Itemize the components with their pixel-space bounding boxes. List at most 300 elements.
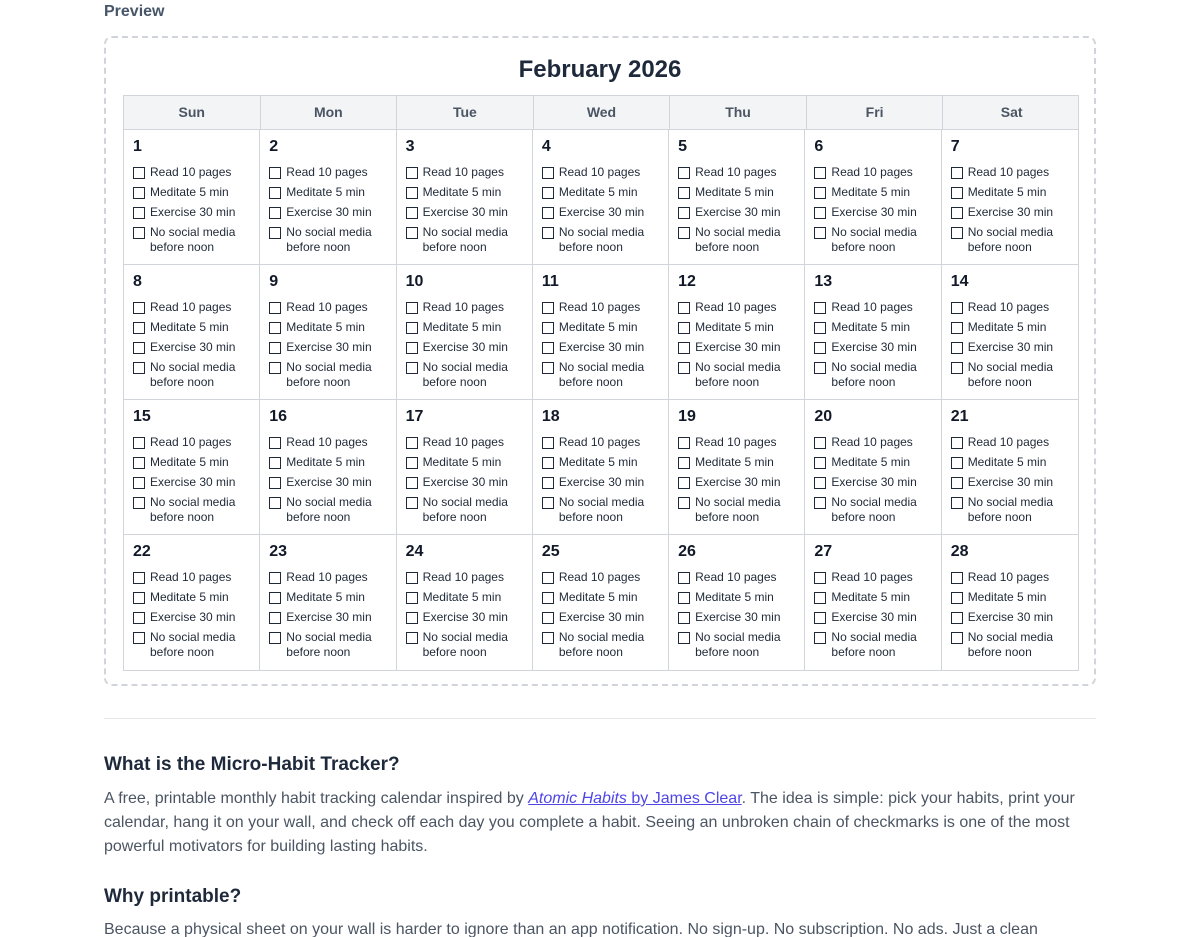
habit-checkbox[interactable]: [133, 362, 145, 374]
habit-label: Exercise 30 min: [422, 340, 508, 354]
habit-checkbox[interactable]: [814, 227, 826, 239]
day-number: 27: [814, 543, 833, 560]
habit-item: [678, 185, 804, 200]
habit-checkbox[interactable]: [269, 572, 281, 584]
habit-label: Exercise 30 min: [831, 610, 917, 624]
day-number: 28: [950, 543, 969, 560]
habit-checkbox[interactable]: [269, 207, 281, 219]
habit-item: [814, 165, 940, 180]
habit-label: Exercise 30 min: [150, 610, 236, 624]
habit-checkbox[interactable]: [814, 477, 826, 489]
habit-item: [814, 495, 940, 525]
habit-checkbox[interactable]: [678, 362, 690, 374]
habit-checkbox[interactable]: [133, 497, 145, 509]
habit-item: [406, 165, 532, 180]
habit-checkbox[interactable]: [814, 207, 826, 219]
day-number: 5: [678, 138, 688, 155]
habit-item: [542, 495, 668, 525]
habit-item: [269, 435, 395, 450]
habit-checkbox[interactable]: [814, 457, 826, 469]
habit-checkbox[interactable]: [133, 437, 145, 449]
weekday-label: Mon: [261, 96, 398, 129]
habit-label: Exercise 30 min: [422, 475, 508, 489]
habit-checkbox[interactable]: [678, 207, 690, 219]
calendar-day: [397, 400, 533, 534]
habit-checkbox[interactable]: [678, 457, 690, 469]
habit-label: No social media before noon: [150, 495, 236, 524]
habit-checkbox[interactable]: [678, 167, 690, 179]
habit-label: No social media before noon: [831, 360, 917, 389]
habit-checkbox[interactable]: [542, 632, 554, 644]
habit-label: Read 10 pages: [286, 435, 368, 449]
habit-checkbox[interactable]: [814, 592, 826, 604]
habit-checkbox[interactable]: [133, 612, 145, 624]
habit-label: Read 10 pages: [967, 300, 1050, 314]
habit-checkbox[interactable]: [814, 302, 826, 314]
day-number: 9: [269, 273, 279, 290]
habit-checkbox[interactable]: [542, 342, 554, 354]
habit-item: [269, 570, 395, 585]
habit-label: No social media before noon: [558, 495, 645, 524]
about-intro-before: A free, printable monthly habit tracking calendar inspired by: [104, 790, 529, 807]
habit-label: Meditate 5 min: [831, 455, 911, 469]
habit-item: [269, 165, 395, 180]
habit-checkbox[interactable]: [406, 477, 418, 489]
habit-label: Read 10 pages: [422, 435, 504, 449]
habit-label: Exercise 30 min: [695, 610, 781, 624]
habit-item: [951, 205, 1078, 220]
habit-label: Exercise 30 min: [286, 205, 372, 219]
habit-checkbox[interactable]: [678, 187, 690, 199]
habit-checkbox[interactable]: [133, 322, 145, 334]
book-author: by James Clear: [626, 790, 742, 807]
habit-item: [814, 590, 940, 605]
habit-checkbox[interactable]: [133, 227, 145, 239]
habit-checkbox[interactable]: [269, 437, 281, 449]
habit-item: [951, 630, 1078, 660]
habit-label: Meditate 5 min: [967, 185, 1047, 199]
habit-checkbox[interactable]: [814, 497, 826, 509]
preview-label: Preview: [104, 3, 165, 20]
habit-checkbox[interactable]: [269, 477, 281, 489]
habit-checkbox[interactable]: [406, 187, 418, 199]
habit-item: [814, 435, 940, 450]
habit-checkbox[interactable]: [133, 572, 145, 584]
habit-checkbox[interactable]: [406, 342, 418, 354]
habit-label: No social media before noon: [695, 630, 781, 659]
habit-checkbox[interactable]: [406, 167, 418, 179]
habit-item: [678, 455, 804, 470]
habit-checkbox[interactable]: [951, 437, 963, 449]
habit-checkbox[interactable]: [542, 612, 554, 624]
habit-checkbox[interactable]: [814, 187, 826, 199]
habit-label: Read 10 pages: [558, 435, 641, 449]
habit-item: [678, 630, 804, 660]
habit-label: Meditate 5 min: [558, 320, 638, 334]
habit-checkbox[interactable]: [951, 207, 963, 219]
habit-checkbox[interactable]: [678, 612, 690, 624]
calendar-day: [124, 265, 260, 399]
calendar-day: [669, 535, 805, 670]
habit-label: Read 10 pages: [286, 165, 368, 179]
habit-item: [542, 630, 668, 660]
habit-label: No social media before noon: [286, 225, 372, 254]
habit-checkbox[interactable]: [678, 227, 690, 239]
habit-label: Meditate 5 min: [695, 455, 774, 469]
habit-item: [951, 435, 1078, 450]
habit-checkbox[interactable]: [814, 612, 826, 624]
habit-checkbox[interactable]: [814, 342, 826, 354]
habit-item: [542, 300, 668, 315]
calendar-day: [260, 130, 396, 264]
habit-checkbox[interactable]: [542, 322, 554, 334]
habit-checkbox[interactable]: [133, 457, 145, 469]
habit-item: [269, 590, 395, 605]
about-paragraph: [104, 787, 1096, 859]
habit-checkbox[interactable]: [269, 342, 281, 354]
habit-item: [133, 570, 259, 585]
habit-label: Meditate 5 min: [695, 590, 774, 604]
habit-checkbox[interactable]: [678, 477, 690, 489]
habit-label: Meditate 5 min: [286, 590, 365, 604]
habit-item: [951, 185, 1078, 200]
habit-checkbox[interactable]: [406, 592, 418, 604]
habit-item: [542, 340, 668, 355]
habit-item: [814, 185, 940, 200]
habit-label: Read 10 pages: [831, 165, 913, 179]
habit-item: [678, 570, 804, 585]
habit-checkbox[interactable]: [406, 632, 418, 644]
habit-checkbox[interactable]: [406, 207, 418, 219]
habit-checkbox[interactable]: [678, 302, 690, 314]
habit-item: [951, 570, 1078, 585]
habit-item: [814, 610, 940, 625]
habit-label: Read 10 pages: [695, 570, 777, 584]
habit-label: Exercise 30 min: [831, 340, 917, 354]
habit-label: Meditate 5 min: [967, 455, 1047, 469]
habit-checkbox[interactable]: [133, 167, 145, 179]
habit-checkbox[interactable]: [133, 302, 145, 314]
habit-item: [814, 570, 940, 585]
habit-checkbox[interactable]: [269, 612, 281, 624]
calendar-day: [260, 535, 396, 670]
habit-checkbox[interactable]: [406, 572, 418, 584]
habit-label: Meditate 5 min: [422, 455, 502, 469]
habit-checkbox[interactable]: [951, 632, 963, 644]
habit-checkbox[interactable]: [951, 497, 963, 509]
habit-checkbox[interactable]: [542, 187, 554, 199]
habit-label: Read 10 pages: [286, 300, 368, 314]
about-intro-after: . The idea is simple: pick your habits, print your calendar, hang it on your wall, and check off each day you complete a habit. Seeing an unbroken chain of checkmarks is one of the most powerful motivators for building lasting habits.: [104, 790, 1075, 855]
day-number: 1: [133, 138, 142, 155]
habit-checkbox[interactable]: [406, 302, 418, 314]
habit-item: [814, 475, 940, 490]
habit-label: Read 10 pages: [422, 570, 504, 584]
calendar-day: [805, 265, 941, 399]
habit-item: [542, 475, 668, 490]
habit-item: [406, 205, 532, 220]
calendar-day: [124, 400, 260, 534]
habit-item: [133, 455, 259, 470]
habit-label: Exercise 30 min: [150, 340, 236, 354]
habit-label: Read 10 pages: [831, 570, 913, 584]
habit-checkbox[interactable]: [269, 227, 281, 239]
habit-checkbox[interactable]: [133, 632, 145, 644]
habit-checkbox[interactable]: [269, 497, 281, 509]
habit-label: Exercise 30 min: [422, 205, 508, 219]
habit-item: [814, 225, 940, 255]
day-number: 26: [678, 543, 696, 560]
section-divider: [104, 718, 1096, 719]
habit-checkbox[interactable]: [814, 572, 826, 584]
habit-item: [406, 590, 532, 605]
habit-item: [269, 225, 395, 255]
habit-label: Exercise 30 min: [286, 340, 372, 354]
habit-item: [406, 570, 532, 585]
habit-checkbox[interactable]: [814, 632, 826, 644]
habit-label: Exercise 30 min: [286, 475, 372, 489]
habit-checkbox[interactable]: [269, 302, 281, 314]
habit-checkbox[interactable]: [814, 167, 826, 179]
habit-checkbox[interactable]: [542, 497, 554, 509]
habit-item: [951, 475, 1078, 490]
day-number: 20: [814, 408, 833, 425]
calendar-day: [533, 400, 669, 534]
habit-label: Exercise 30 min: [695, 475, 781, 489]
habit-checkbox[interactable]: [542, 207, 554, 219]
habit-item: [951, 300, 1078, 315]
habit-checkbox[interactable]: [269, 362, 281, 374]
habit-checkbox[interactable]: [406, 457, 418, 469]
habit-item: [814, 205, 940, 220]
day-number: 25: [541, 543, 560, 560]
habit-label: Exercise 30 min: [831, 475, 917, 489]
day-number: 2: [269, 138, 279, 155]
habit-item: [542, 320, 668, 335]
calendar-day: [533, 130, 669, 264]
habit-label: No social media before noon: [967, 225, 1054, 254]
day-number: 16: [269, 408, 288, 425]
habit-checkbox[interactable]: [542, 457, 554, 469]
calendar-day: [533, 535, 669, 670]
habit-label: Meditate 5 min: [831, 590, 911, 604]
habit-label: No social media before noon: [150, 360, 236, 389]
habit-checkbox[interactable]: [269, 167, 281, 179]
habit-item: [269, 320, 395, 335]
habit-checkbox[interactable]: [951, 187, 963, 199]
habit-label: Exercise 30 min: [967, 340, 1054, 354]
calendar-day: [124, 130, 260, 264]
habit-checkbox[interactable]: [951, 322, 963, 334]
habit-item: [269, 455, 395, 470]
habit-label: No social media before noon: [422, 630, 508, 659]
calendar-day: [397, 535, 533, 670]
habit-checkbox[interactable]: [269, 322, 281, 334]
habit-checkbox[interactable]: [133, 592, 145, 604]
calendar-grid: [123, 95, 1079, 671]
habit-checkbox[interactable]: [951, 167, 963, 179]
calendar-day: [805, 130, 941, 264]
habit-item: [814, 340, 940, 355]
habit-checkbox[interactable]: [269, 592, 281, 604]
habit-item: [678, 435, 804, 450]
habit-checkbox[interactable]: [814, 362, 826, 374]
habit-item: [269, 475, 395, 490]
calendar-title: February 2026: [518, 56, 682, 83]
habit-item: [406, 225, 532, 255]
habit-label: Read 10 pages: [695, 165, 777, 179]
habit-checkbox[interactable]: [406, 612, 418, 624]
habit-checkbox[interactable]: [542, 302, 554, 314]
day-number: 6: [814, 138, 824, 155]
habit-checkbox[interactable]: [678, 632, 690, 644]
habit-item: [406, 455, 532, 470]
habit-item: [133, 165, 259, 180]
habit-checkbox[interactable]: [542, 437, 554, 449]
habit-checkbox[interactable]: [951, 457, 963, 469]
habit-checkbox[interactable]: [951, 362, 963, 374]
habit-item: [542, 455, 668, 470]
habit-label: No social media before noon: [150, 630, 236, 659]
habit-checkbox[interactable]: [951, 612, 963, 624]
habit-label: Read 10 pages: [831, 435, 913, 449]
habit-label: No social media before noon: [286, 360, 372, 389]
weekday-label: Sun: [124, 96, 261, 129]
habit-item: [133, 590, 259, 605]
habit-label: No social media before noon: [150, 225, 236, 254]
habit-label: Read 10 pages: [967, 435, 1050, 449]
habit-checkbox[interactable]: [951, 342, 963, 354]
habit-checkbox[interactable]: [133, 207, 145, 219]
habit-item: [542, 610, 668, 625]
habit-checkbox[interactable]: [951, 572, 963, 584]
habit-item: [951, 590, 1078, 605]
habit-checkbox[interactable]: [542, 592, 554, 604]
atomic-habits-link[interactable]: [528, 790, 741, 807]
habit-item: [678, 165, 804, 180]
habit-label: Exercise 30 min: [558, 475, 645, 489]
habit-label: Meditate 5 min: [558, 455, 638, 469]
habit-checkbox[interactable]: [678, 437, 690, 449]
habit-item: [542, 435, 668, 450]
habit-checkbox[interactable]: [269, 632, 281, 644]
habit-checkbox[interactable]: [406, 437, 418, 449]
habit-checkbox[interactable]: [406, 362, 418, 374]
day-number: 22: [133, 543, 151, 560]
habit-checkbox[interactable]: [678, 342, 690, 354]
habit-checkbox[interactable]: [133, 342, 145, 354]
habit-item: [542, 185, 668, 200]
habit-checkbox[interactable]: [406, 322, 418, 334]
habit-item: [269, 300, 395, 315]
habit-checkbox[interactable]: [951, 477, 963, 489]
habit-checkbox[interactable]: [678, 572, 690, 584]
habit-label: Read 10 pages: [558, 165, 641, 179]
habit-label: No social media before noon: [286, 495, 372, 524]
habit-item: [406, 435, 532, 450]
habit-item: [406, 340, 532, 355]
habit-item: [814, 300, 940, 315]
calendar-day: [260, 400, 396, 534]
habit-item: [133, 495, 259, 525]
day-number: 10: [405, 273, 424, 290]
habit-checkbox[interactable]: [406, 497, 418, 509]
habit-label: Meditate 5 min: [695, 320, 774, 334]
habit-item: [133, 225, 259, 255]
habit-checkbox[interactable]: [542, 227, 554, 239]
habit-checkbox[interactable]: [678, 497, 690, 509]
habit-item: [814, 455, 940, 470]
habit-item: [951, 455, 1078, 470]
day-number: 8: [133, 273, 142, 290]
calendar-preview: [104, 36, 1096, 686]
habit-checkbox[interactable]: [542, 167, 554, 179]
habit-item: [133, 360, 259, 390]
habit-label: Meditate 5 min: [422, 185, 502, 199]
habit-label: Read 10 pages: [150, 165, 232, 179]
habit-item: [133, 300, 259, 315]
habit-item: [269, 185, 395, 200]
habit-item: [678, 590, 804, 605]
day-number: 14: [950, 273, 969, 290]
habit-label: Read 10 pages: [286, 570, 368, 584]
habit-item: [542, 225, 668, 255]
habit-checkbox[interactable]: [542, 362, 554, 374]
habit-checkbox[interactable]: [406, 227, 418, 239]
why-heading: Why printable?: [104, 886, 242, 907]
calendar-day: [533, 265, 669, 399]
habit-checkbox[interactable]: [678, 592, 690, 604]
habit-label: Read 10 pages: [558, 300, 641, 314]
habit-checkbox[interactable]: [951, 227, 963, 239]
habit-label: Exercise 30 min: [967, 205, 1054, 219]
calendar-body: [124, 130, 1078, 670]
habit-checkbox[interactable]: [678, 322, 690, 334]
habit-label: Exercise 30 min: [695, 205, 781, 219]
calendar-day: [397, 265, 533, 399]
calendar-day: [669, 130, 805, 264]
habit-label: No social media before noon: [286, 630, 372, 659]
habit-checkbox[interactable]: [542, 572, 554, 584]
habit-item: [269, 630, 395, 660]
habit-item: [678, 360, 804, 390]
about-heading: What is the Micro-Habit Tracker?: [104, 754, 400, 775]
habit-item: [406, 320, 532, 335]
calendar-day: [669, 265, 805, 399]
habit-checkbox[interactable]: [269, 457, 281, 469]
weekday-label: Sat: [1000, 104, 1023, 120]
habit-label: Meditate 5 min: [967, 320, 1047, 334]
habit-label: No social media before noon: [422, 225, 508, 254]
habit-checkbox[interactable]: [951, 302, 963, 314]
habit-label: No social media before noon: [695, 225, 781, 254]
habit-checkbox[interactable]: [814, 437, 826, 449]
day-number: 15: [133, 408, 151, 425]
habit-item: [678, 495, 804, 525]
day-number: 11: [541, 273, 559, 290]
habit-checkbox[interactable]: [951, 592, 963, 604]
weekday-label: Tue: [397, 96, 534, 129]
habit-checkbox[interactable]: [269, 187, 281, 199]
habit-item: [951, 165, 1078, 180]
habit-item: [406, 630, 532, 660]
habit-label: Meditate 5 min: [150, 185, 229, 199]
habit-checkbox[interactable]: [814, 322, 826, 334]
habit-item: [678, 475, 804, 490]
habit-checkbox[interactable]: [133, 477, 145, 489]
habit-checkbox[interactable]: [133, 187, 145, 199]
habit-checkbox[interactable]: [542, 477, 554, 489]
